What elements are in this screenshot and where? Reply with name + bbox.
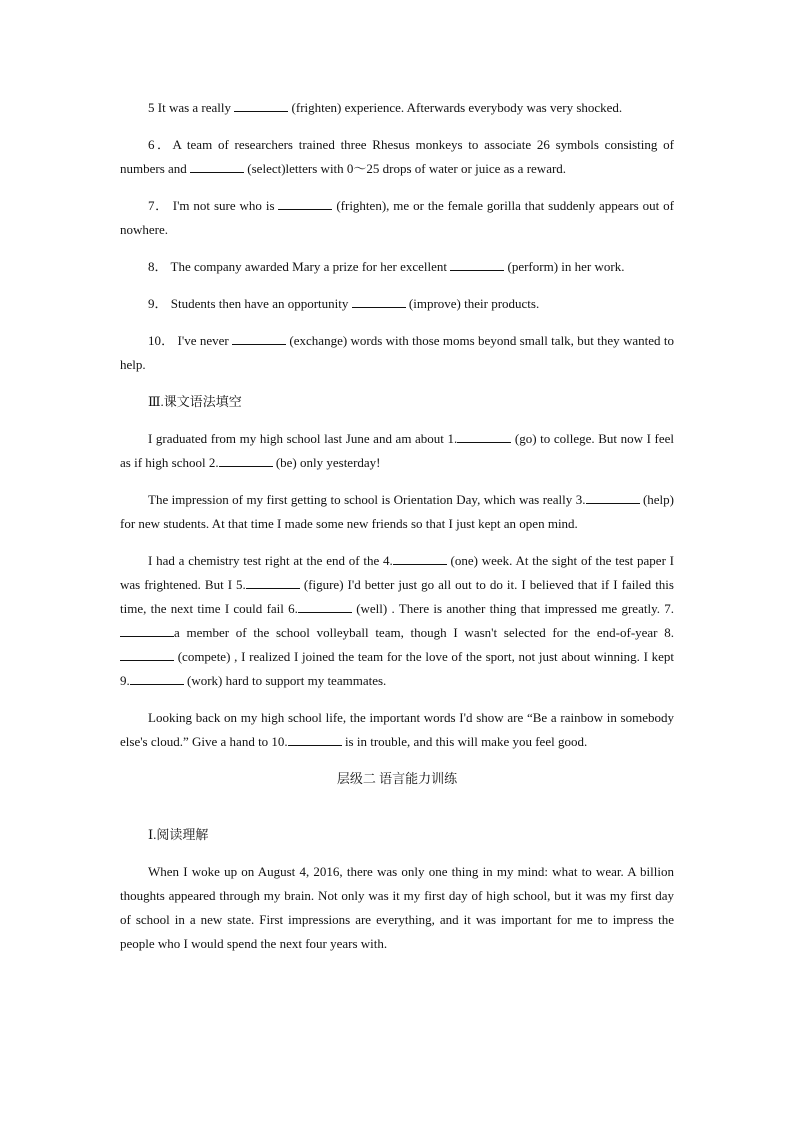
question-6: 6．A team of researchers trained three Rhesus monkeys to associate 26 symbols consisting of numbers and (select)letters with 0～25 drops of water or juice as a reward. bbox=[120, 137, 674, 176]
grammar-paragraph-3: I had a chemistry test right at the end of the 4. (one) week. At the sight of the test paper I was frightened. But I 5. (figure) I'd better just go all out to do it. I believed that if I failed this time, the next time I could fail 6. (well) . There is another thing that impressed me greatly. 7.a member of the school volleyball team, though I wasn't selected for the end-of-year 8. (compete) , I realized I joined the team for the love of the sport, not just about winning. I kept 9. (work) hard to support my teammates. bbox=[120, 553, 675, 688]
answer-blank[interactable] bbox=[450, 258, 504, 271]
answer-blank[interactable] bbox=[130, 672, 184, 685]
answer-blank[interactable] bbox=[246, 576, 300, 589]
section-heading-reading: Ⅰ.阅读理解 bbox=[148, 827, 209, 842]
answer-blank[interactable] bbox=[234, 99, 288, 112]
answer-blank[interactable] bbox=[120, 624, 174, 637]
reading-passage: When I woke up on August 4, 2016, there was only one thing in my mind: what to wear. A billion thoughts appeared through my brain. Not only was it my first day of high school, but it was my first day of school in a new state. First impressions are everything, and it was important for me to impress the people who I would spend the next four years with. bbox=[120, 864, 674, 951]
question-9: 9． Students then have an opportunity (improve) their products. bbox=[148, 296, 540, 311]
answer-blank[interactable] bbox=[190, 160, 244, 173]
answer-blank[interactable] bbox=[278, 197, 332, 210]
answer-blank[interactable] bbox=[352, 295, 406, 308]
grammar-paragraph-4: Looking back on my high school life, the important words I'd show are “Be a rainbow in somebody else's cloud.” Give a hand to 10. is in trouble, and this will make you feel good. bbox=[120, 710, 674, 749]
answer-blank[interactable] bbox=[219, 454, 273, 467]
section-heading-grammar: Ⅲ.课文语法填空 bbox=[148, 394, 242, 409]
question-8: 8． The company awarded Mary a prize for her excellent (perform) in her work. bbox=[148, 259, 625, 274]
answer-blank[interactable] bbox=[393, 552, 447, 565]
answer-blank[interactable] bbox=[298, 600, 352, 613]
question-7: 7． I'm not sure who is (frighten), me or the female gorilla that suddenly appears out of nowhere. bbox=[120, 198, 674, 237]
question-5: 5 It was a really (frighten) experience. Afterwards everybody was very shocked. bbox=[148, 100, 623, 115]
answer-blank[interactable] bbox=[288, 733, 342, 746]
level-title: 层级二 语言能力训练 bbox=[336, 771, 458, 786]
answer-blank[interactable] bbox=[120, 648, 174, 661]
grammar-paragraph-2: The impression of my first getting to school is Orientation Day, which was really 3. (help) for new students. At that time I made some new friends so that I just kept an open mind. bbox=[120, 492, 674, 531]
grammar-paragraph-1: I graduated from my high school last June and am about 1. (go) to college. But now I feel as if high school 2. (be) only yesterday! bbox=[120, 431, 674, 470]
question-10: 10． I've never (exchange) words with those moms beyond small talk, but they wanted to help. bbox=[120, 333, 674, 372]
document-page bbox=[120, 96, 674, 956]
answer-blank[interactable] bbox=[457, 430, 511, 443]
answer-blank[interactable] bbox=[232, 332, 286, 345]
answer-blank[interactable] bbox=[586, 491, 640, 504]
